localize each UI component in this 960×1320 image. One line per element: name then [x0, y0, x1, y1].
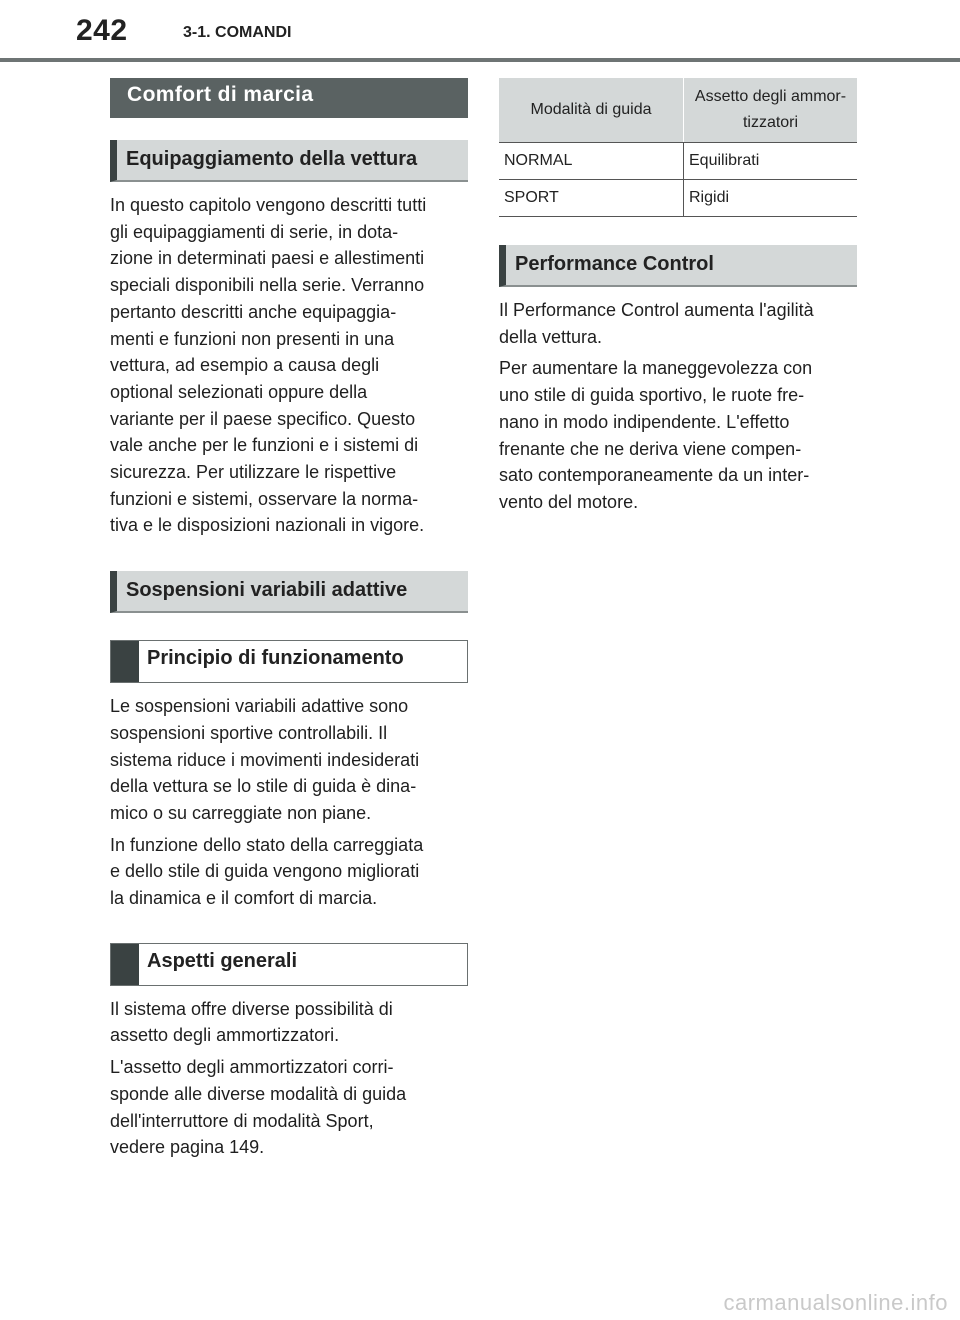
header-rule	[0, 58, 960, 62]
paragraph-performance-2: Per aumentare la maneggevolezza con uno stile di guida sportivo, le ruote fre- nano in modo indipendente. L'effetto frenante che ne deriva viene compen- sato contemporaneamente da un inter- vento del motore.	[499, 358, 813, 512]
table-cell-mode: NORMAL	[499, 143, 684, 180]
table-row	[499, 180, 857, 217]
subsection-equipaggiamento: Equipaggiamento della vettura	[110, 140, 468, 182]
table-row	[499, 143, 857, 180]
box-aspetti-label: Aspetti generali	[147, 949, 298, 972]
box-principio-label: Principio di funzionamento	[147, 647, 404, 670]
table-cell-setting: Rigidi	[684, 180, 858, 217]
box-principio	[110, 640, 468, 683]
box-tab	[111, 944, 139, 985]
watermark: carmanualsonline.info	[723, 1290, 948, 1315]
table-cell-mode: SPORT	[499, 180, 684, 217]
box-aspetti	[110, 943, 468, 986]
table-header-row	[499, 78, 857, 143]
table-header-setting: Assetto degli ammor- tizzatori	[684, 78, 858, 143]
table-cell-setting: Equilibrati	[684, 143, 858, 180]
paragraph-aspetti-2: L'assetto degli ammortizzatori corri- sponde alle diverse modalità di guida dell'interruttore di modalità Sport, vedere pagina 149.	[110, 1057, 407, 1158]
chapter-title: 3-1. COMANDI	[183, 24, 292, 41]
section-title-comfort: Comfort di marcia	[110, 78, 468, 118]
subsection-sospensioni: Sospensioni variabili adattive	[110, 571, 468, 613]
damper-table	[499, 78, 857, 217]
paragraph-aspetti-1: Il sistema offre diverse possibilità di assetto degli ammortizzatori.	[110, 998, 393, 1046]
table-header-mode: Modalità di guida	[499, 78, 684, 143]
paragraph-performance-1: Il Performance Control aumenta l'agilità della vettura.	[499, 300, 814, 347]
right-column	[499, 78, 857, 521]
paragraph-equipaggiamento: In questo capitolo vengono descritti tutti gli equipaggiamenti di serie, in dota- zione in determinati paesi e allestimenti speciali disponibili nella serie. Verranno pertanto descritti anche equipaggia- menti e funzioni non presenti in una vettura, ad esempio a causa degli optional selezionati oppure della variante per il paese specifico. Questo vale anche per le funzioni e i sistemi di sicurezza. Per utilizzare le rispettive funzioni e sistemi, osservare la norma- tiva e le disposizioni nazionali in vigore.	[110, 195, 427, 536]
page-number: 242	[76, 14, 128, 47]
paragraph-principio-1: Le sospensioni variabili adattive sono sospensioni sportive controllabili. Il sistema riduce i movimenti indesiderati della vettura se lo stile di guida è dina- mico o su carreggiate non piane.	[110, 696, 420, 823]
subsection-performance: Performance Control	[499, 245, 857, 287]
left-column	[110, 78, 468, 1166]
paragraph-principio-2: In funzione dello stato della carreggiata e dello stile di guida vengono migliorati la dinamica e il comfort di marcia.	[110, 834, 424, 909]
box-tab	[111, 641, 139, 682]
